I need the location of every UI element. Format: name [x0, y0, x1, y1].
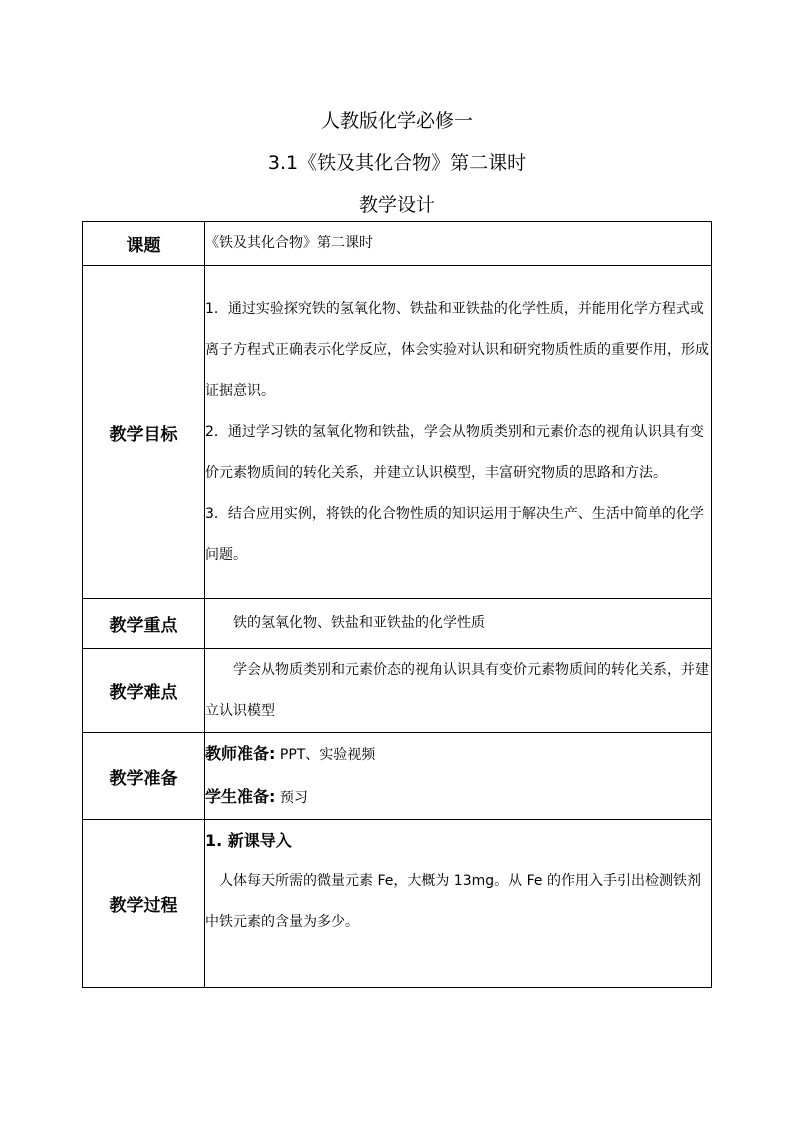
topic-label: 课题	[83, 222, 205, 266]
student-preparation-label: 学生准备	[205, 787, 270, 806]
teacher-preparation	[205, 733, 711, 776]
table-row-topic	[83, 222, 712, 266]
process-section-title: 1. 新课导入	[205, 831, 292, 850]
doc-title-design: 教学设计	[358, 194, 435, 216]
objective-item: 1．通过实验探究铁的氢氧化物、铁盐和亚铁盐的化学性质，并能用化学方程式或离子方程式正确表示化学反应，体会实验对认识和研究物质性质的重要作用，形成证据意识。	[205, 300, 709, 399]
doc-title-course: 人教版化学必修一	[320, 110, 473, 132]
process-content	[205, 820, 712, 988]
process-text: 人体每天所需的微量元素 Fe，大概为 13mg。从 Fe 的作用入手引出检测铁剂中铁元素的含量为多少。	[205, 873, 701, 930]
teacher-colon: :	[269, 744, 276, 763]
objective-item: 2．通过学习铁的氢氧化物和铁盐，学会从物质类别和元素价态的视角认识具有变价元素物质间的转化关系，并建立认识模型，丰富研究物质的思路和方法。	[205, 423, 704, 481]
table-row-key-points	[83, 599, 712, 649]
difficulties-value	[205, 649, 712, 733]
difficulties-text: 学会从物质类别和元素价态的视角认识具有变价元素物质间的转化关系，并建立认识模型	[205, 661, 709, 719]
student-preparation	[205, 776, 711, 819]
difficulties-label: 教学难点	[83, 649, 205, 733]
key-points-text: 铁的氢氧化物、铁盐和亚铁盐的化学性质	[233, 615, 485, 631]
lesson-plan-table	[82, 221, 712, 988]
key-points-label: 教学重点	[83, 599, 205, 649]
topic-value: 《铁及其化合物》第二课时	[205, 222, 712, 266]
table-row-objectives	[83, 266, 712, 599]
preparation-content	[205, 733, 712, 820]
student-preparation-value: 预习	[279, 790, 308, 806]
doc-title-lesson: 3.1《铁及其化合物》第二课时	[267, 152, 527, 174]
table-row-difficulties	[83, 649, 712, 733]
table-row-preparation	[83, 733, 712, 820]
objectives-label: 教学目标	[83, 266, 205, 599]
teacher-preparation-value: PPT、实验视频	[279, 747, 376, 763]
objectives-content	[205, 266, 712, 599]
objective-item: 3．结合应用实例，将铁的化合物性质的知识运用于解决生产、生活中简单的化学问题。	[205, 505, 704, 563]
preparation-label: 教学准备	[83, 733, 205, 820]
teacher-preparation-label: 教师准备	[205, 744, 270, 763]
key-points-value	[205, 599, 712, 649]
student-colon: :	[269, 787, 276, 806]
table-row-process	[83, 820, 712, 988]
process-label: 教学过程	[83, 820, 205, 988]
